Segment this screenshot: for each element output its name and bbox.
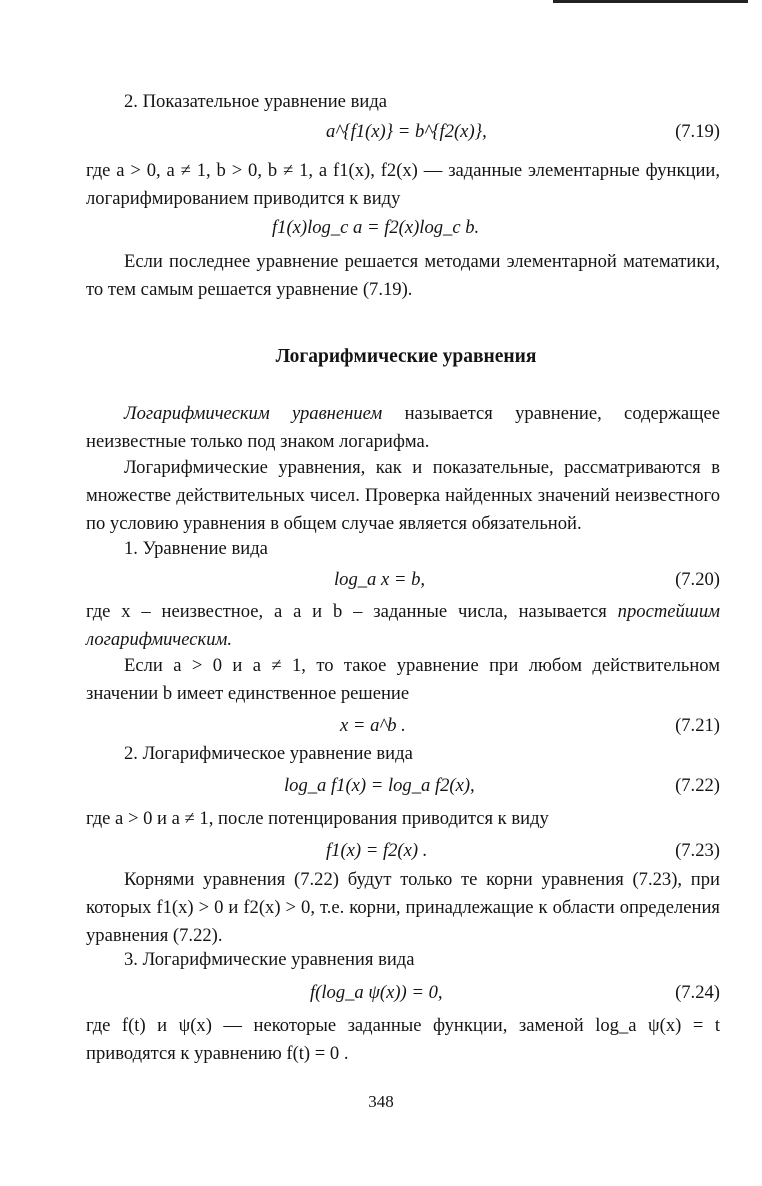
equation-7-21 bbox=[86, 710, 720, 742]
paragraph-potentiation: где a > 0 и a ≠ 1, после потенцирования приводится к виду bbox=[86, 808, 549, 829]
paragraph-simplest bbox=[86, 598, 720, 654]
definition-text: называется уравнение, содержащее неизвестные только под знаком логарифма. bbox=[86, 403, 721, 452]
page-number: 348 bbox=[368, 1092, 394, 1111]
defined-term: Логарифмическим уравнением bbox=[124, 403, 383, 424]
section-title: Логарифмические уравнения bbox=[275, 346, 537, 367]
equation-7-22 bbox=[86, 770, 720, 802]
equation-7-20 bbox=[86, 564, 720, 596]
paragraph-substitution: где f(t) и ψ(x) — некоторые заданные функции, заменой log_a ψ(x) = t приводятся к уравнению f(t) = 0 . bbox=[86, 1015, 720, 1064]
equation-formula: log_a x = b, bbox=[334, 569, 426, 590]
equation-formula: f1(x)log_c a = f2(x)log_c b. bbox=[272, 217, 480, 238]
equation-formula: x = a^b . bbox=[340, 715, 406, 736]
item-2-logarithmic: 2. Логарифмическое уравнение вида bbox=[124, 743, 413, 764]
equation-7-23 bbox=[86, 835, 720, 867]
paragraph-definition bbox=[86, 400, 720, 456]
equation-number: (7.19) bbox=[675, 121, 720, 142]
equation-number: (7.21) bbox=[675, 715, 720, 736]
simplest-text: где x – неизвестное, а a и b – заданные числа, называется bbox=[86, 601, 618, 622]
equation-7-19 bbox=[86, 116, 720, 148]
item-2-exponential: 2. Показательное уравнение вида bbox=[124, 91, 388, 112]
paragraph-if-solved: Если последнее уравнение решается методами элементарной математики, то тем самым решается уравнение (7.19). bbox=[86, 251, 720, 300]
paragraph-roots: Корнями уравнения (7.22) будут только те корни уравнения (7.23), при которых f1(x) > 0 и f2(x) > 0, т.е. корни, принадлежащие к области определения уравнения (7.22). bbox=[86, 869, 720, 946]
simplest-term: простейшим логарифмическим. bbox=[86, 601, 720, 650]
equation-number: (7.20) bbox=[675, 569, 720, 590]
equation-7-24 bbox=[86, 977, 720, 1009]
equation-number: (7.23) bbox=[675, 840, 720, 861]
item-1: 1. Уравнение вида bbox=[124, 538, 268, 559]
equation-formula: a^{f1(x)} = b^{f2(x)}, bbox=[326, 121, 487, 142]
equation-formula: f(log_a ψ(x)) = 0, bbox=[310, 982, 443, 1003]
equation-number: (7.24) bbox=[675, 982, 720, 1003]
equation-number: (7.22) bbox=[675, 775, 720, 796]
equation-log-form bbox=[86, 212, 720, 244]
paragraph-where-7-19: где a > 0, a ≠ 1, b > 0, b ≠ 1, а f1(x), f2(x) — заданные элементарные функции, логарифмированием приводится к виду bbox=[86, 160, 720, 209]
paragraph-unique-solution: Если a > 0 и a ≠ 1, то такое уравнение при любом действительном значении b имеет единственное решение bbox=[86, 655, 720, 704]
paragraph-real-numbers: Логарифмические уравнения, как и показательные, рассматриваются в множестве действительных чисел. Проверка найденных значений неизвестного по условию уравнения в общем случае является обязательной. bbox=[86, 457, 720, 534]
equation-formula: f1(x) = f2(x) . bbox=[326, 840, 428, 861]
top-edge-line bbox=[553, 0, 748, 3]
item-3: 3. Логарифмические уравнения вида bbox=[124, 949, 415, 970]
equation-formula: log_a f1(x) = log_a f2(x), bbox=[284, 775, 475, 796]
